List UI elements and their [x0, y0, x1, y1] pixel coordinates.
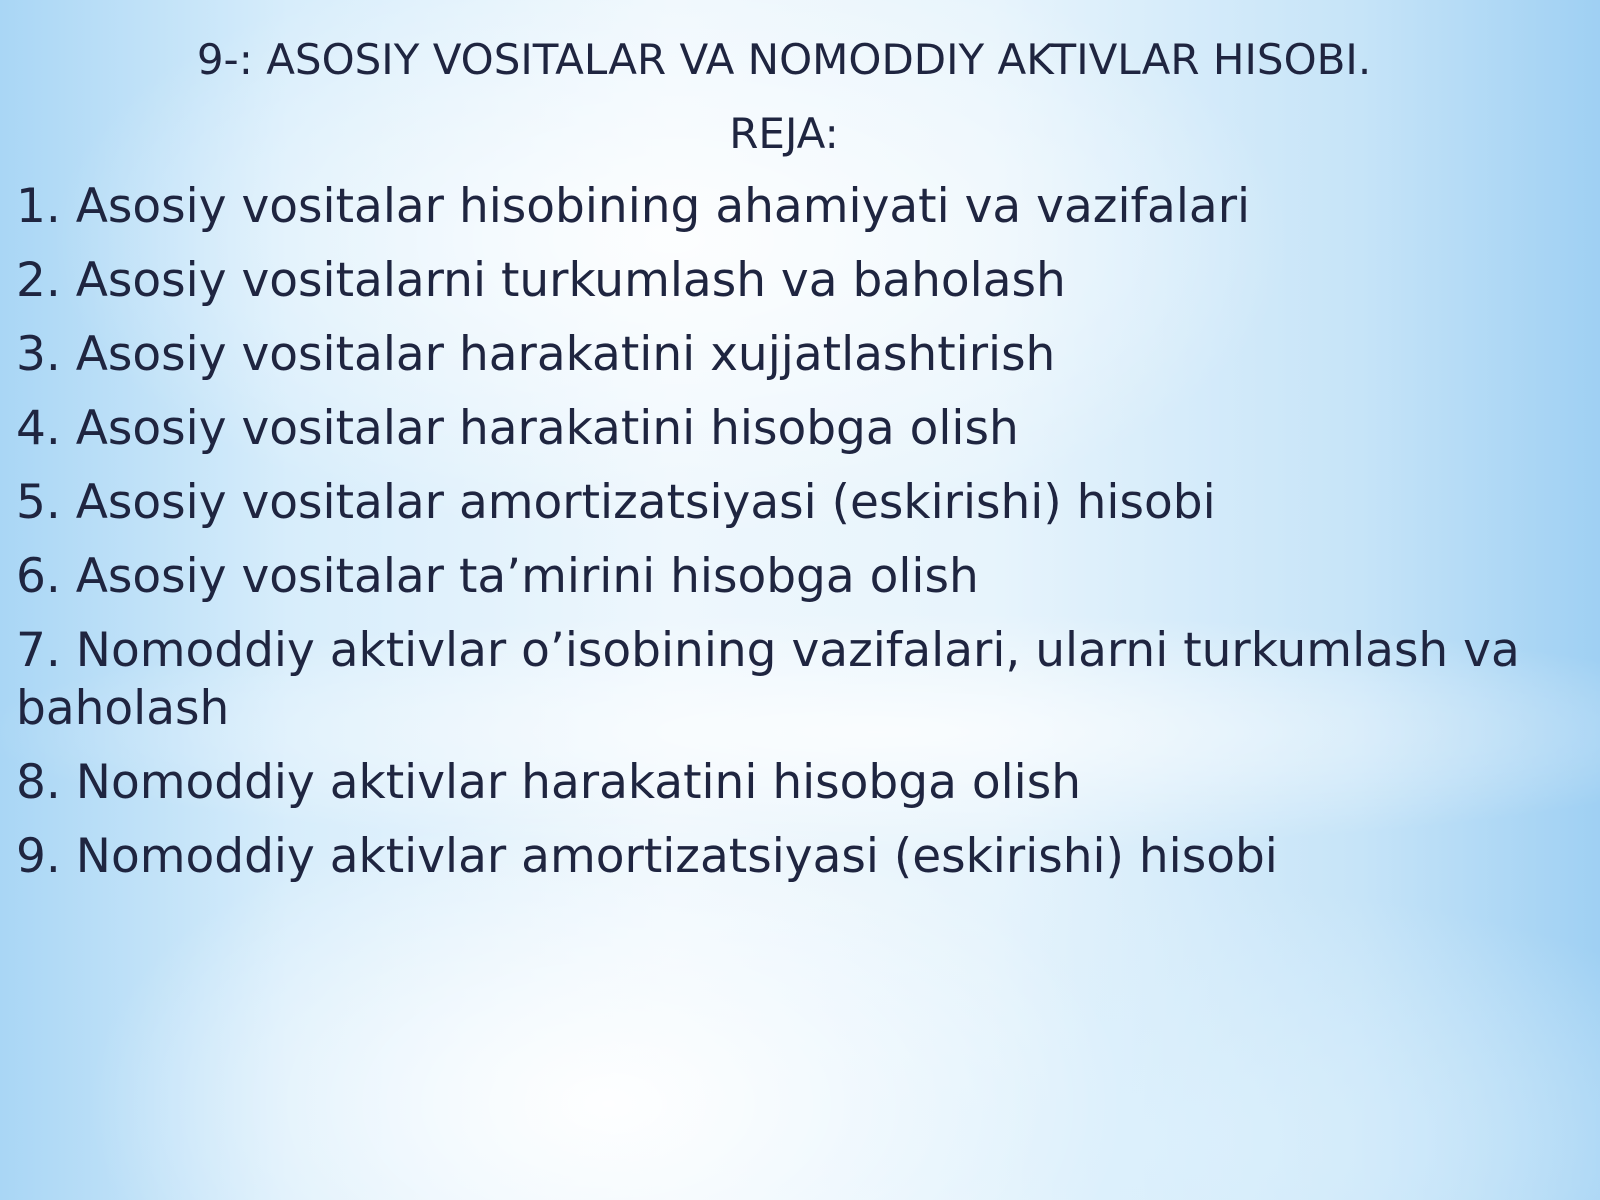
- slide-title: [0, 34, 1600, 86]
- plan-item-4: 4. Asosiy vositalar harakatini hisobga olish: [16, 401, 1019, 456]
- plan-item-1: 1. Asosiy vositalar hisobining ahamiyati va vazifalari: [16, 179, 1251, 234]
- plan-item-8: 8. Nomoddiy aktivlar harakatini hisobga olish: [16, 755, 1081, 810]
- plan-item-3: 3. Asosiy vositalar harakatini xujjatlashtirish: [16, 327, 1056, 382]
- plan-item-7: 7. Nomoddiy aktivlar o’isobining vazifalari, ularni turkumlash va baholash: [16, 623, 1520, 736]
- plan-item-6: 6. Asosiy vositalar ta’mirini hisobga olish: [16, 549, 979, 604]
- plan-heading: REJA:: [729, 109, 839, 158]
- slide-title-text: 9-: ASOSIY VOSITALAR VA NOMODDIY AKTIVLAR HISOBI.: [196, 35, 1372, 84]
- plan-item-2: 2. Asosiy vositalarni turkumlash va baholash: [16, 253, 1066, 308]
- plan-item-5: 5. Asosiy vositalar amortizatsiyasi (eskirishi) hisobi: [16, 475, 1216, 530]
- plan-item-9: 9. Nomoddiy aktivlar amortizatsiyasi (eskirishi) hisobi: [16, 829, 1278, 884]
- plan-list: [16, 178, 1576, 902]
